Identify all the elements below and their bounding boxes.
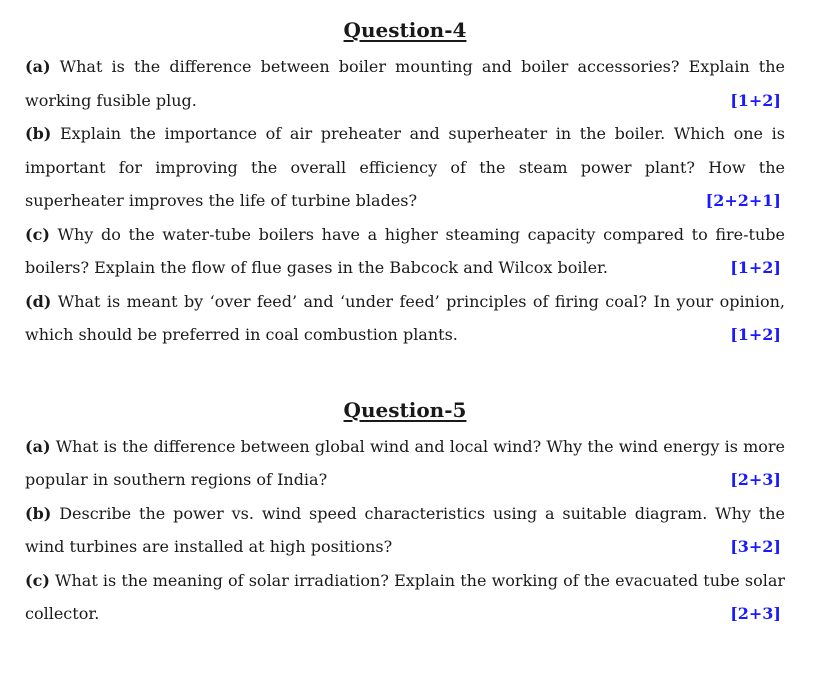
part-text: Why do the water-tube boilers have a higher steaming capacity compared to fire-tube boilers? Explain the flow of flue gases in the Babcock and Wilcox boiler. — [25, 224, 785, 277]
part-text: What is the difference between global wind and local wind? Why the wind energy is more popular in southern regions of India? — [25, 436, 785, 489]
exam-page — [25, 10, 785, 631]
question-4b — [25, 117, 785, 218]
marks-badge: [2+3] — [730, 470, 781, 489]
question-4-title: Question-4 — [343, 18, 467, 42]
question-4d — [25, 285, 785, 352]
question-5b — [25, 497, 785, 564]
marks-badge: [1+2] — [730, 258, 781, 277]
part-text: Describe the power vs. wind speed characteristics using a suitable diagram. Why the wind turbines are installed at high positions? — [25, 503, 786, 556]
marks-badge: [2+2+1] — [705, 191, 781, 210]
part-label: (d) — [25, 291, 52, 311]
part-label: (b) — [25, 503, 52, 523]
question-5a — [25, 430, 785, 497]
part-text: What is meant by ‘over feed’ and ‘under feed’ principles of firing coal? In your opinion, which should be preferred in coal combustion plants. — [25, 291, 786, 344]
part-text: What is the meaning of solar irradiation? Explain the working of the evacuated tube solar collector. — [25, 570, 786, 623]
marks-badge: [1+2] — [730, 325, 781, 344]
part-label: (a) — [25, 436, 51, 456]
part-label: (a) — [25, 57, 51, 76]
question-4a — [25, 50, 785, 117]
part-label: (c) — [25, 224, 50, 244]
question-5c — [25, 564, 785, 631]
part-text: Explain the importance of air preheater and superheater in the boiler. Which one is important for improving the overall efficiency of the steam power plant? How the superheater improves the life of turbine blades? — [25, 124, 785, 210]
part-label: (b) — [25, 124, 52, 143]
part-label: (c) — [25, 570, 50, 590]
marks-badge: [3+2] — [730, 537, 781, 556]
question-5-section — [25, 390, 785, 631]
question-4c — [25, 218, 785, 285]
marks-badge: [1+2] — [730, 90, 781, 110]
question-5-title: Question-5 — [343, 397, 467, 422]
question-4-section — [25, 10, 785, 352]
part-text: What is the difference between boiler mounting and boiler accessories? Explain the working fusible plug. — [25, 57, 785, 110]
marks-badge: [2+3] — [730, 604, 781, 623]
